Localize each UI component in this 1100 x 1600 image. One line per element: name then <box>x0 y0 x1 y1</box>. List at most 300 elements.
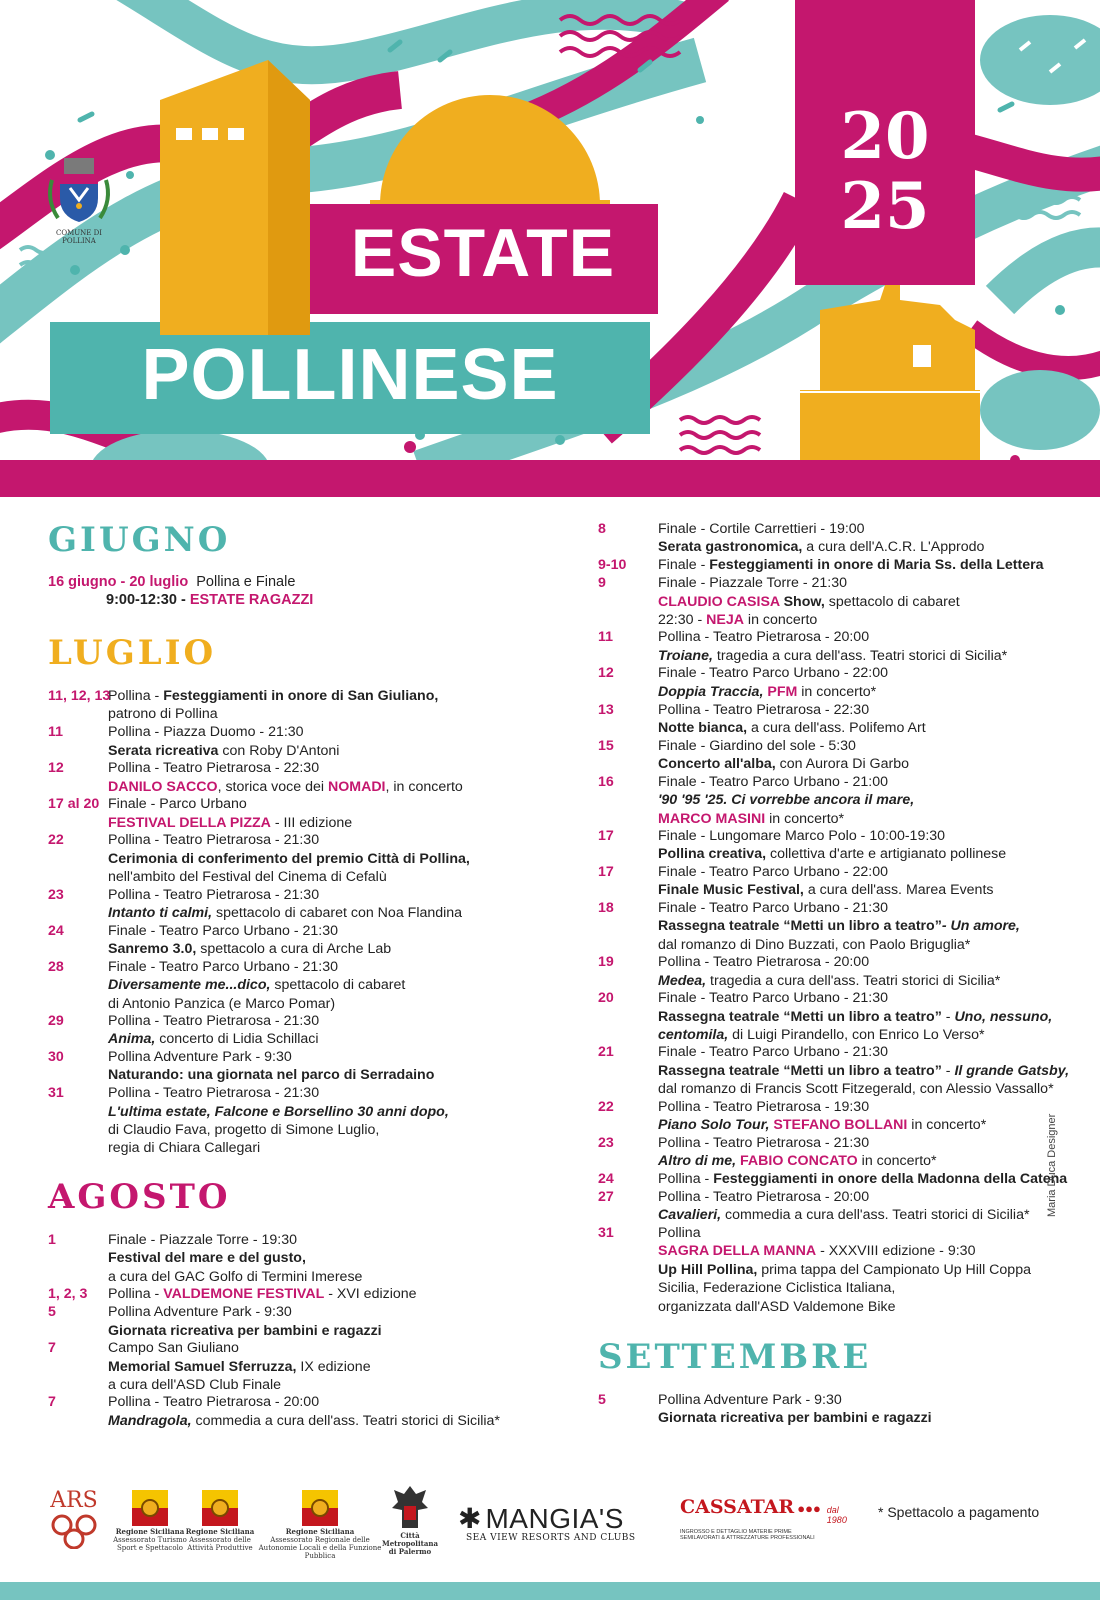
event-text: '90 '95 '25. Ci vorrebbe ancora il mare, <box>658 792 915 809</box>
event-text: commedia a cura dell'ass. Teatri storici di Sicilia* <box>191 1412 500 1429</box>
event-date: 31 <box>48 1085 64 1102</box>
event-text: Anima, <box>108 1031 156 1048</box>
month-heading-luglio: LUGLIO <box>48 633 217 673</box>
event-details <box>108 1339 568 1394</box>
event-line <box>658 1206 1068 1224</box>
event-details <box>658 701 1068 738</box>
event-text: Giornata ricreativa per bambini e ragazzi <box>108 1322 382 1339</box>
event-line <box>658 611 1068 629</box>
event-item <box>48 1393 568 1430</box>
hero-title-estate: ESTATE <box>350 215 616 291</box>
event-text: Finale - Lungomare Marco Polo - 10:00-19:30 <box>658 827 946 844</box>
event-item <box>598 1043 1068 1098</box>
event-text: Serata ricreativa <box>108 742 219 759</box>
event-text: CLAUDIO CASISA <box>658 593 780 610</box>
event-line <box>658 863 1068 881</box>
event-line <box>108 1376 568 1394</box>
event-details <box>108 1285 568 1303</box>
event-item <box>598 701 1068 738</box>
event-line <box>658 791 1068 809</box>
regione-autonomie-line2: Assessorato Regionale delle <box>270 1536 370 1544</box>
event-item <box>48 1339 568 1394</box>
event-item <box>598 574 1068 629</box>
event-text: Altro di me, <box>658 1153 737 1170</box>
event-text: Finale - Cortile Carrettieri - 19:00 <box>658 521 865 537</box>
event-item <box>48 1285 568 1303</box>
event-line <box>108 1084 568 1102</box>
event-details <box>658 1043 1068 1098</box>
event-date: 9 <box>598 575 606 592</box>
event-item <box>48 1231 568 1286</box>
citta-metropolitana-logo <box>375 1482 445 1556</box>
regione-turismo-logo <box>110 1488 190 1552</box>
event-line <box>108 1121 568 1139</box>
regione-autonomie-logo <box>255 1488 385 1560</box>
event-text: FABIO CONCATO <box>740 1153 858 1170</box>
event-text: a cura dell'A.C.R. L'Approdo <box>802 539 985 556</box>
event-line <box>108 1012 568 1030</box>
event-date: 28 <box>48 958 64 975</box>
event-details <box>108 1231 568 1286</box>
event-line <box>658 881 1068 899</box>
event-details <box>108 1303 568 1340</box>
event-line <box>658 574 1068 592</box>
event-date: 9-10 <box>598 557 627 574</box>
event-details <box>658 574 1068 629</box>
event-text: Finale - Teatro Parco Urbano - 22:00 <box>658 665 889 682</box>
event-date: 27 <box>598 1188 614 1205</box>
event-line <box>658 936 1068 954</box>
event-line <box>108 814 568 832</box>
event-details <box>108 687 568 724</box>
event-details <box>108 922 568 959</box>
event-line <box>658 917 1068 935</box>
ars-logo <box>48 1488 100 1554</box>
event-details <box>658 863 1068 900</box>
event-line <box>108 1249 568 1267</box>
event-item <box>598 628 1068 665</box>
event-text: con Aurora Di Garbo <box>775 756 909 772</box>
event-line <box>658 1098 1068 1116</box>
event-text: Festeggiamenti in onore della Madonna della Catena <box>713 1170 1068 1187</box>
event-text: Finale - <box>658 557 710 574</box>
event-line <box>658 1008 1068 1026</box>
event-details <box>108 1012 568 1049</box>
event-text: Giornata ricreativa per bambini e ragazzi <box>658 1410 932 1427</box>
event-text: prima tappa del Campionato Up Hill Coppa <box>757 1261 1031 1278</box>
event-item <box>598 953 1068 990</box>
event-date: 21 <box>598 1044 614 1061</box>
event-details <box>658 1391 1068 1428</box>
event-details <box>658 737 1068 774</box>
event-details <box>658 1188 1068 1225</box>
event-date: 8 <box>598 521 606 537</box>
event-text: NEJA <box>706 611 744 628</box>
event-text: Rassegna teatrale “Metti un libro a teatro” <box>658 918 942 935</box>
asterisk-icon: ✱ <box>458 1503 482 1534</box>
event-text: - <box>941 1008 955 1025</box>
event-line <box>658 1152 1068 1170</box>
event-item <box>48 759 568 796</box>
event-details <box>658 899 1068 954</box>
event-text: - XVI edizione <box>324 1286 417 1303</box>
event-text: Medea, <box>658 972 707 989</box>
event-text: Pollina <box>658 1224 701 1241</box>
event-line <box>658 1298 1068 1316</box>
event-line <box>108 1103 568 1121</box>
event-line <box>108 1303 568 1321</box>
event-details <box>108 886 568 923</box>
event-text: Pollina - Teatro Pietrarosa - 20:00 <box>658 629 870 646</box>
hero-title-pollinese: POLLINESE <box>141 335 559 415</box>
event-item <box>598 827 1068 864</box>
event-item <box>598 899 1068 954</box>
event-line <box>658 1224 1068 1242</box>
event-line <box>658 1043 1068 1061</box>
event-line <box>658 1134 1068 1152</box>
event-text: Pollina - Teatro Pietrarosa - 21:30 <box>108 1085 320 1102</box>
event-text: Pollina - Teatro Pietrarosa - 22:30 <box>658 701 870 718</box>
event-text: Pollina Adventure Park - 9:30 <box>658 1392 842 1408</box>
event-text: Pollina - Teatro Pietrarosa - 22:30 <box>108 760 320 777</box>
event-line <box>108 1231 568 1249</box>
event-line <box>658 556 1068 574</box>
event-date: 17 <box>598 863 614 880</box>
event-text: Pollina - Teatro Pietrarosa - 20:00 <box>108 1394 320 1411</box>
event-line <box>658 1242 1068 1260</box>
event-text: Finale - Piazzale Torre - 19:30 <box>108 1232 297 1248</box>
event-text: Pollina - Teatro Pietrarosa - 20:00 <box>658 954 870 971</box>
event-line <box>108 1030 568 1048</box>
event-text: Troiane, <box>658 647 713 664</box>
event-line <box>658 1391 1068 1409</box>
event-text: in concerto* <box>857 1153 937 1170</box>
event-text: di Antonio Panzica (e Marco Pomar) <box>108 995 336 1012</box>
event-text: Notte bianca, <box>658 719 748 736</box>
event-item <box>598 989 1068 1044</box>
event-text: Sicilia, Federazione Ciclistica Italiana, <box>658 1280 896 1297</box>
event-date: 17 <box>598 827 614 844</box>
event-text: Finale - Parco Urbano <box>108 796 247 813</box>
event-text: spettacolo a cura di Arche Lab <box>196 941 392 958</box>
event-line <box>658 538 1068 556</box>
event-item <box>48 1084 568 1158</box>
event-text: - Un amore, <box>941 918 1020 935</box>
event-line <box>658 1062 1068 1080</box>
giugno-event-title: ESTATE RAGAZZI <box>189 592 314 609</box>
event-text: , in concerto <box>385 778 463 795</box>
regione-attivita-line3: Attività Produttive <box>187 1544 253 1552</box>
event-date: 16 <box>598 773 614 790</box>
event-date: 1 <box>48 1232 56 1248</box>
event-item <box>598 1170 1068 1188</box>
event-text: Cerimonia di conferimento del premio Città di Pollina, <box>108 850 470 867</box>
event-line <box>108 976 568 994</box>
event-line <box>108 922 568 940</box>
event-details <box>108 958 568 1013</box>
sponsor-bar <box>0 1488 1100 1568</box>
event-date: 23 <box>48 886 64 903</box>
event-text: dal romanzo di Dino Buzzati, con Paolo Briguglia* <box>658 936 971 953</box>
event-item <box>48 687 568 724</box>
event-date: 5 <box>48 1304 56 1321</box>
event-text: Campo San Giuliano <box>108 1340 239 1357</box>
event-text: Finale - Teatro Parco Urbano - 21:00 <box>658 773 889 790</box>
event-line <box>658 664 1068 682</box>
event-details <box>108 1084 568 1158</box>
event-details <box>658 556 1068 574</box>
month-heading-agosto: AGOSTO <box>48 1177 231 1217</box>
event-line <box>108 723 568 741</box>
event-line <box>108 1393 568 1411</box>
event-date: 24 <box>598 1170 614 1187</box>
event-date: 24 <box>48 922 64 939</box>
event-item <box>48 922 568 959</box>
event-text: DANILO SACCO <box>108 778 218 795</box>
cassatar-name: CASSATAR <box>680 1496 795 1518</box>
ars-emblem-icon <box>48 1513 100 1549</box>
event-line <box>658 628 1068 646</box>
event-item <box>598 1224 1068 1316</box>
event-line <box>658 989 1068 1007</box>
event-item <box>48 723 568 760</box>
event-line <box>658 810 1068 828</box>
event-text: Mandragola, <box>108 1412 192 1429</box>
event-text: Piano Solo Tour, <box>658 1117 770 1133</box>
event-line <box>658 647 1068 665</box>
event-text: spettacolo di cabaret <box>824 593 960 610</box>
event-text: Pollina creativa, <box>658 846 767 863</box>
event-line <box>658 1080 1068 1098</box>
event-text: Finale - Giardino del sole - 5:30 <box>658 737 856 754</box>
event-date: 22 <box>48 832 64 849</box>
event-line <box>658 953 1068 971</box>
event-text: 22:30 - <box>658 611 707 628</box>
hero-year-bottom: 25 <box>840 169 930 244</box>
event-item <box>598 1134 1068 1171</box>
hero-year-top: 20 <box>840 99 930 174</box>
event-text: L'ultima estate, Falcone e Borsellino 30 anni dopo, <box>108 1103 449 1120</box>
event-details <box>108 795 568 832</box>
event-item <box>598 556 1068 574</box>
event-text: a cura del GAC Golfo di Termini Imerese <box>108 1268 363 1285</box>
event-date: 13 <box>598 701 614 718</box>
event-date: 19 <box>598 954 614 971</box>
event-item <box>48 958 568 1013</box>
event-item <box>598 1098 1068 1135</box>
regione-autonomie-line1: Regione Siciliana <box>285 1527 355 1536</box>
month-heading-settembre: SETTEMBRE <box>598 1337 872 1377</box>
event-text: organizzata dall'ASD Valdemone Bike <box>658 1298 896 1315</box>
event-text: Pollina - Teatro Pietrarosa - 20:00 <box>658 1188 870 1205</box>
event-text: Finale - Teatro Parco Urbano - 22:00 <box>658 863 889 880</box>
event-text: Uno, nessuno, <box>954 1008 1053 1025</box>
event-text: in concerto* <box>765 810 845 827</box>
event-text: nell'ambito del Festival del Cinema di Cefalù <box>108 869 387 886</box>
event-line <box>108 1412 568 1430</box>
event-item <box>598 1391 1068 1428</box>
event-line <box>108 1339 568 1357</box>
event-line <box>658 719 1068 737</box>
event-text: Pollina - <box>658 1170 714 1187</box>
event-details <box>108 759 568 796</box>
event-line <box>658 827 1068 845</box>
event-item <box>48 1303 568 1340</box>
event-line <box>658 1409 1068 1427</box>
event-line <box>658 701 1068 719</box>
event-item <box>48 1012 568 1049</box>
event-date: 20 <box>598 990 614 1007</box>
event-details <box>658 989 1068 1044</box>
trinacria-icon <box>300 1488 340 1528</box>
event-text: NOMADI <box>327 778 386 795</box>
event-text: tragedia a cura dell'ass. Teatri storici di Sicilia* <box>706 972 1001 989</box>
event-line <box>658 1116 1068 1134</box>
trinacria-icon <box>130 1488 170 1528</box>
giugno-event <box>48 573 568 610</box>
event-text: Pollina Adventure Park - 9:30 <box>108 1049 292 1065</box>
event-text: , storica voce dei <box>217 778 328 795</box>
event-text: Finale Music Festival, <box>658 882 804 899</box>
event-details <box>658 1098 1068 1135</box>
trinacria-icon <box>200 1488 240 1528</box>
event-text: Pollina - Teatro Pietrarosa - 19:30 <box>658 1098 870 1115</box>
event-date: 18 <box>598 900 614 917</box>
event-date: 15 <box>598 737 614 754</box>
event-text: commedia a cura dell'ass. Teatri storici di Sicilia* <box>721 1207 1030 1224</box>
cassatar-since: dal 1980 <box>826 1505 847 1525</box>
event-line <box>658 845 1068 863</box>
regione-attivita-line1: Regione Siciliana <box>185 1527 255 1536</box>
event-text: Il grande Gatsby, <box>954 1062 1070 1079</box>
event-line <box>108 1048 568 1066</box>
event-text: Pollina - <box>108 688 164 704</box>
event-date: 11 <box>48 724 63 741</box>
event-date: 23 <box>598 1134 614 1151</box>
event-text: Serata gastronomica, <box>658 539 803 556</box>
event-date: 5 <box>598 1392 606 1408</box>
event-text: tragedia a cura dell'ass. Teatri storici di Sicilia* <box>712 647 1008 664</box>
event-text: concerto di Lidia Schillaci <box>155 1031 319 1048</box>
citta-metropolitana-line1: Città Metropolitana <box>381 1531 439 1548</box>
hero-banner <box>0 0 1100 497</box>
event-text: Concerto all'alba, <box>658 756 776 772</box>
event-line <box>658 1261 1068 1279</box>
event-line <box>108 1066 568 1084</box>
event-item <box>48 831 568 886</box>
mangias-tagline: SEA VIEW RESORTS AND CLUBS <box>466 1533 636 1543</box>
event-text: Pollina - Teatro Pietrarosa - 21:30 <box>108 1012 320 1029</box>
event-text: FESTIVAL DELLA PIZZA <box>108 814 271 831</box>
event-line <box>658 737 1068 755</box>
event-text: dal romanzo di Francis Scott Fitzegerald, con Alessio Vassallo* <box>658 1081 1054 1098</box>
event-details <box>658 953 1068 990</box>
event-text: Naturando: una giornata nel parco di Serradaino <box>108 1067 435 1084</box>
regione-attivita-line2: Assessorato delle <box>189 1536 251 1544</box>
event-text: di Claudio Fava, progetto di Simone Luglio, <box>108 1121 380 1138</box>
event-item <box>48 795 568 832</box>
event-text: a cura dell'ass. Marea Events <box>803 882 994 899</box>
event-date: 12 <box>48 760 64 777</box>
event-date: 17 al 20 <box>48 796 100 813</box>
event-item <box>48 886 568 923</box>
event-text: PFM <box>767 683 798 700</box>
crest-caption-line2: POLLINA <box>62 237 96 245</box>
event-details <box>108 1048 568 1085</box>
event-date: 7 <box>48 1394 56 1411</box>
event-line <box>658 520 1068 538</box>
event-item <box>598 1188 1068 1225</box>
paid-show-note: * Spettacolo a pagamento <box>878 1504 1040 1520</box>
event-line <box>108 868 568 886</box>
event-text: Pollina - Teatro Pietrarosa - 21:30 <box>658 1134 870 1151</box>
event-text: in concerto* <box>907 1117 987 1133</box>
event-text: MARCO MASINI <box>658 810 766 827</box>
event-line <box>658 593 1068 611</box>
event-text: - XXXVIII edizione - 9:30 <box>816 1243 976 1260</box>
event-line <box>108 742 568 760</box>
event-date: 22 <box>598 1098 614 1115</box>
event-text: Festeggiamenti in onore di San Giuliano, <box>163 688 439 704</box>
event-text: Finale - Teatro Parco Urbano - 21:30 <box>658 990 889 1007</box>
event-line <box>658 899 1068 917</box>
event-details <box>658 664 1068 701</box>
event-line <box>108 705 568 723</box>
event-date: 29 <box>48 1012 64 1029</box>
event-line <box>108 1322 568 1340</box>
event-text: spettacolo di cabaret <box>270 977 406 994</box>
event-text: Finale - Teatro Parco Urbano - 21:30 <box>108 922 339 939</box>
event-line <box>108 904 568 922</box>
giugno-dates: 16 giugno - 20 luglio <box>48 574 189 590</box>
event-details <box>658 1134 1068 1171</box>
event-item <box>598 664 1068 701</box>
event-line <box>108 1285 568 1303</box>
regione-turismo-line1: Regione Siciliana <box>115 1527 185 1536</box>
mangias-logo <box>458 1502 658 1543</box>
event-text: Doppia Traccia, <box>658 683 764 700</box>
event-text: IX edizione <box>296 1358 371 1375</box>
regione-autonomie-line3: Autonomie Locali e della Funzione Pubblica <box>258 1544 382 1560</box>
event-line <box>658 773 1068 791</box>
event-text: in concerto* <box>797 683 877 700</box>
event-details <box>658 827 1068 864</box>
event-details <box>658 1170 1068 1188</box>
event-text: - III edizione <box>270 814 353 831</box>
event-text: Festival del mare e del gusto, <box>108 1250 306 1267</box>
event-text: Rassegna teatrale “Metti un libro a teatro” <box>658 1062 942 1079</box>
event-text: a cura dell'ASD Club Finale <box>108 1377 282 1394</box>
event-text: con Roby D'Antoni <box>218 742 340 759</box>
event-line <box>108 1358 568 1376</box>
event-line <box>108 831 568 849</box>
event-text: Festeggiamenti in onore di Maria Ss. della Lettera <box>709 557 1044 574</box>
event-line <box>108 795 568 813</box>
event-date: 1, 2, 3 <box>48 1286 88 1303</box>
event-text: Memorial Samuel Sferruzza, <box>108 1358 297 1375</box>
event-text: Sanremo 3.0, <box>108 941 197 958</box>
event-text: regia di Chiara Callegari <box>108 1140 261 1157</box>
event-line <box>108 687 568 705</box>
regione-turismo-line3: Sport e Spettacolo <box>116 1544 184 1552</box>
event-item <box>598 863 1068 900</box>
event-line <box>108 778 568 796</box>
event-date: 11, 12, 13 <box>48 688 111 704</box>
regione-attivita-logo <box>180 1488 260 1552</box>
giugno-place: Pollina e Finale <box>196 574 296 590</box>
cassatar-logo <box>680 1496 847 1541</box>
crest-caption <box>44 229 114 245</box>
